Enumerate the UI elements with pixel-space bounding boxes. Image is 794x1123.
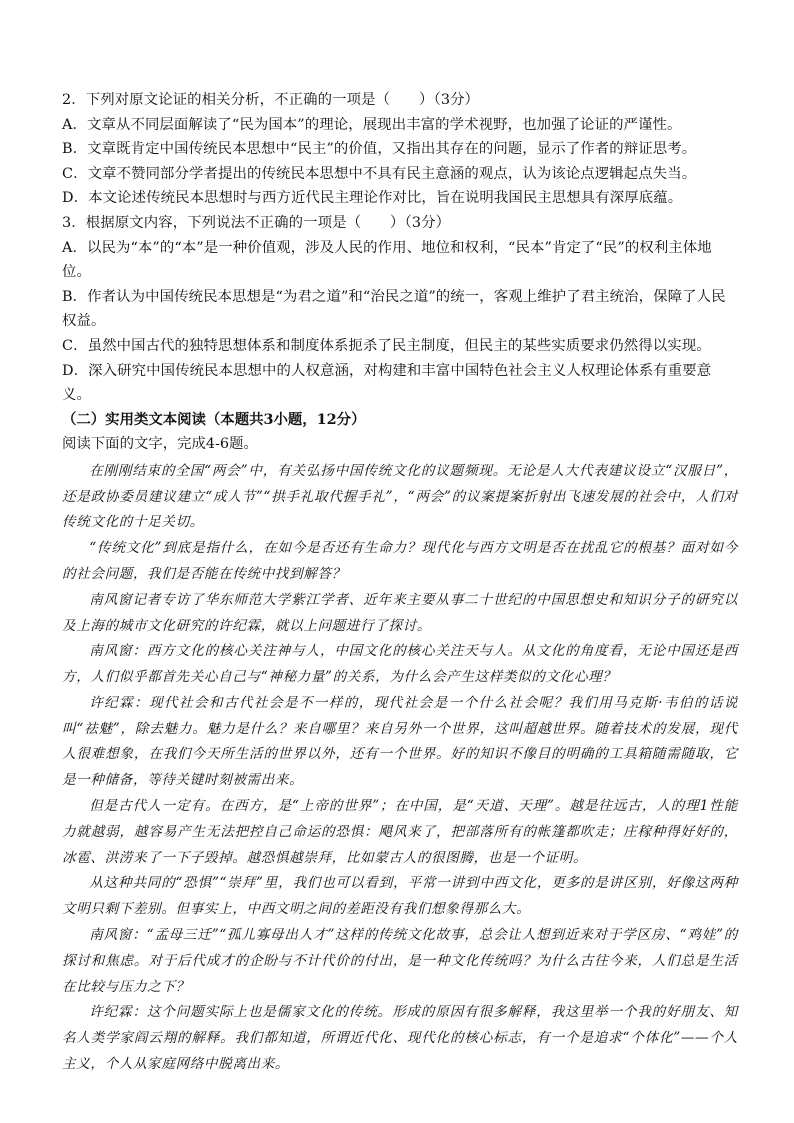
option-d: D．深入研究中国传统民本思想中的人权意涵，对构建和丰富中国特色社会主义人权理论体系有重要意义。 <box>62 362 712 404</box>
option-a: A．文章从不同层面解读了“民为国本”的理论，展现出丰富的学术视野，也加强了论证的严谨性。 <box>62 116 682 133</box>
passage-paragraph: 许纪霖：现代社会和古代社会是不一样的，现代社会是一个什么社会呢？我们用马克斯·韦伯的话说叫“祛魅”，除去魅力。魅力是什么？来自哪里？来自另外一个世界，这叫超越世界。随着技术的发展，现代人很难想象，在我们今天所生活的世界以外，还有一个世界。好的知识不像目的明确的工具箱随需随取，它是一种储备，等待关键时刻被需出来。 <box>62 694 738 789</box>
option-b: B．文章既肯定中国传统民本思想中“民主”的价值，又指出其存在的问题，显示了作者的辩证思考。 <box>62 141 697 158</box>
passage-paragraph: 南风窗：西方文化的核心关注神与人，中国文化的核心关注天与人。从文化的角度看，无论中国还是西方，人们似乎都首先关心自己与“神秘力量”的关系，为什么会产生这样类似的文化心理？ <box>62 643 738 686</box>
reading-passage <box>62 459 738 1078</box>
option-b: B．作者认为中国传统民本思想是“为君之道”和“治民之道”的统一，客观上维护了君主统治，保障了人民权益。 <box>62 288 726 330</box>
passage-paragraph: “传统文化”到底是指什么，在如今是否还有生命力？现代化与西方文明是否在扰乱它的根基？面对如今的社会问题，我们是否能在传统中找到解答？ <box>62 540 738 582</box>
option-c: C．虽然中国古代的独特思想体系和制度体系扼杀了民主制度，但民主的某些实质要求仍然得以实现。 <box>62 337 711 354</box>
passage-paragraph: 南风窗：“孟母三迁”“孤儿寡母出人才”这样的传统文化故事，总会让人想到近来对于学区房、“鸡娃”的探讨和焦虑。对于后代成才的企盼与不计代价的付出，是一种文化传统吗？为什么古往今来，人们总是生活在比较与压力之下？ <box>62 927 738 995</box>
question-stem: 2．下列对原文论证的相关分析，不正确的一项是（ ）（3分） <box>62 92 480 108</box>
question-stem: 3．根据原文内容，下列说法不正确的一项是（ ）（3分） <box>62 214 451 231</box>
exam-page <box>62 88 738 1078</box>
section-instruction: 阅读下面的文字，完成4-6题。 <box>62 435 258 452</box>
question-2 <box>62 88 738 211</box>
passage-paragraph: 从这种共同的“恐惧”“崇拜”里，我们也可以看到，平常一讲到中西文化，更多的是讲区别，好像这两种文明只剩下差别。但事实上，中西文明之间的差距没有我们想象得那么大。 <box>62 875 738 918</box>
question-3 <box>62 211 738 408</box>
option-d: D．本文论述传统民本思想时与西方近代民主理论作对比，旨在说明我国民主思想具有深厚底蕴。 <box>62 190 683 207</box>
passage-paragraph: 许纪霖：这个问题实际上也是儒家文化的传统。形成的原因有很多解释，我这里举一个我的好朋友、知名人类学家阎云翔的解释。我们都知道，所谓近代化、现代化的核心标志，有一个是追求“个体化”——个人主义，个人从家庭网络中脱离出来。 <box>62 1004 738 1073</box>
passage-paragraph: 但是古代人一定有。在西方，是“上帝的世界”；在中国，是“天道、天理”。越是往远古，人的理1性能力就越弱，越容易产生无法把控自己命运的恐惧：飓风来了，把部落所有的帐篷都吹走；庄稼种得好好的，冰雹、洪涝来了一下子毁掉。越恐惧越崇拜，比如蒙古人的很图腾，也是一个证明。 <box>62 798 738 866</box>
option-c: C．文章不赞同部分学者提出的传统民本思想中不具有民主意涵的观点，认为该论点逻辑起点失当。 <box>62 165 697 182</box>
option-a: A．以民为“本”的“本”是一种价值观，涉及人民的作用、地位和权利，“民本”肯定了“民”的权利主体地位。 <box>62 239 712 281</box>
passage-paragraph: 在刚刚结束的全国“两会”中，有关弘扬中国传统文化的议题频现。无论是人大代表建议设立“汉服日”，还是政协委员建议建立“成人节”“拱手礼取代握手礼”，“两会”的议案提案折射出飞速发展的社会中，人们对传统文化的十足关切。 <box>62 462 738 531</box>
passage-paragraph: 南风窗记者专访了华东师范大学紫江学者、近年来主要从事二十世纪的中国思想史和知识分子的研究以及上海的城市文化研究的许纪霖，就以上问题进行了探讨。 <box>62 591 738 634</box>
section-title: （二）实用类文本阅读（本题共3小题，12分） <box>62 410 366 428</box>
